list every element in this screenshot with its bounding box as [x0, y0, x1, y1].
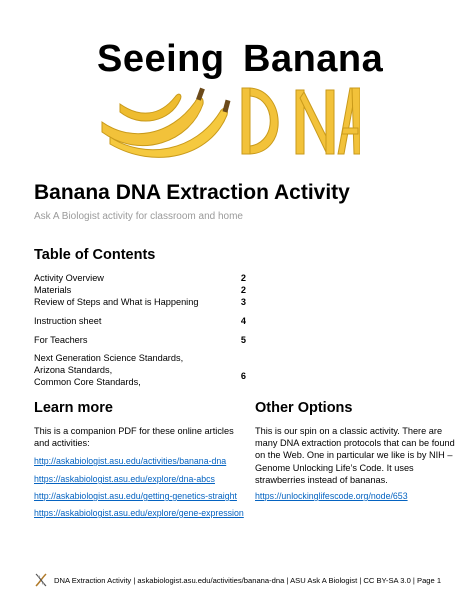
- toc-heading: Table of Contents: [34, 247, 156, 263]
- footer-text: DNA Extraction Activity | askabiologist.asu.edu/activities/banana-dna | ASU Ask A Biologist | CC BY-SA 3.0 | Page 1: [54, 575, 442, 585]
- other-options-text: This is our spin on a classic activity. There are many DNA extraction protocols that can be found on the Web. One in particular we like is by NIH – Genome Unlocking Life’s Code. It uses strawberries instead of bananas.: [255, 426, 455, 485]
- toc-label-line: Next Generation Science Standards,: [34, 353, 184, 363]
- link-unlocking-lifes-code[interactable]: https://unlockinglifescode.org/node/653: [255, 491, 408, 501]
- header-word-banana: Banana: [243, 38, 384, 80]
- toc-row-materials[interactable]: [34, 284, 246, 296]
- toc-page-number: 4: [240, 316, 246, 326]
- document-subtitle: Ask A Biologist activity for classroom and home: [34, 211, 243, 222]
- link-banana-dna[interactable]: http://askabiologist.asu.edu/activities/banana-dna: [34, 456, 227, 466]
- header-word-seeing: Seeing: [97, 38, 225, 80]
- toc-label: Materials: [34, 285, 72, 295]
- toc-label: Activity Overview: [34, 273, 104, 283]
- toc-row-review-steps[interactable]: [34, 296, 246, 308]
- link-getting-genetics-straight[interactable]: http://askabiologist.asu.edu/getting-genetics-straight: [34, 491, 237, 501]
- toc-page-number: 2: [240, 273, 246, 283]
- toc-label: Instruction sheet: [34, 316, 102, 326]
- toc-page-number: 6: [240, 371, 246, 381]
- link-gene-expression[interactable]: https://askabiologist.asu.edu/explore/gene-expression: [34, 508, 244, 518]
- dna-helix-icon: [34, 573, 48, 587]
- learn-more-intro: This is a companion PDF for these online articles and activities:: [34, 426, 234, 448]
- banana-illustration: [100, 82, 360, 162]
- page-footer: [34, 573, 441, 587]
- toc-row-activity-overview[interactable]: [34, 272, 246, 284]
- toc-label: Review of Steps and What is Happening: [34, 297, 199, 307]
- document-title: Banana DNA Extraction Activity: [34, 181, 350, 204]
- link-dna-abcs[interactable]: https://askabiologist.asu.edu/explore/dna-abcs: [34, 474, 215, 484]
- banana-dna-letters-image: [242, 88, 360, 154]
- toc-row-instruction-sheet[interactable]: [34, 315, 246, 327]
- toc-row-for-teachers[interactable]: [34, 334, 246, 346]
- learn-more-heading: Learn more: [34, 400, 113, 416]
- other-options-heading: Other Options: [255, 400, 353, 416]
- toc-row-standards[interactable]: [34, 352, 246, 388]
- toc-label: For Teachers: [34, 335, 88, 345]
- toc-label-line: Arizona Standards,: [34, 365, 113, 375]
- toc-page-number: 3: [240, 297, 246, 307]
- toc-label-line: Common Core Standards,: [34, 377, 141, 387]
- toc-page-number: 5: [240, 335, 246, 345]
- banana-bunch-image: [102, 88, 230, 158]
- toc-page-number: 2: [240, 285, 246, 295]
